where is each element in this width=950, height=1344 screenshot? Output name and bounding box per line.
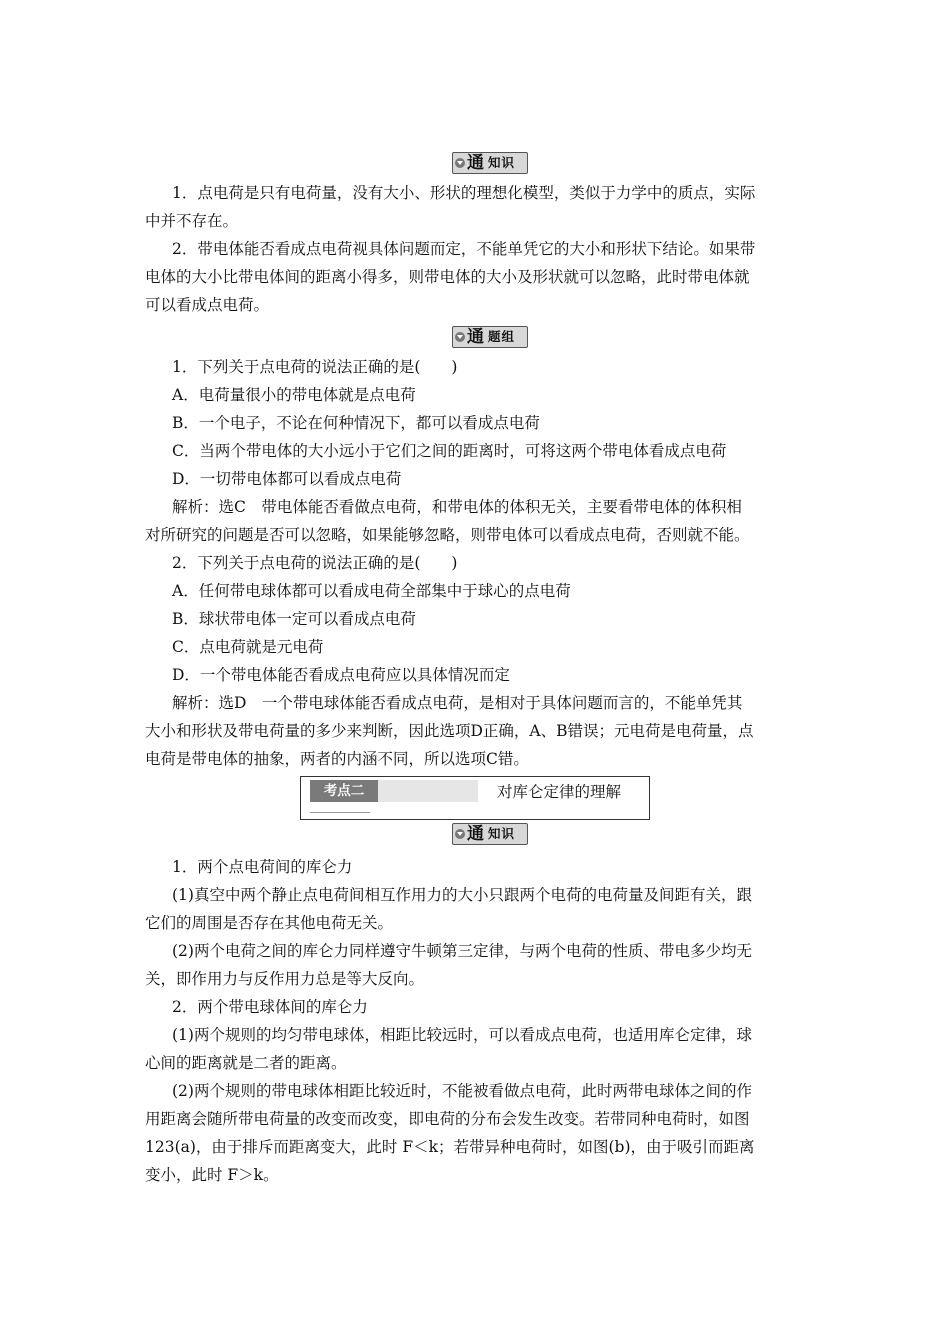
paragraph-line: 心间的距离就是二者的距离。 [145, 1054, 347, 1072]
option-a: A．电荷量很小的带电体就是点电荷 [172, 386, 416, 404]
paragraph-line: 中并不存在。 [145, 212, 239, 230]
paragraph-line: 可以看成点电荷。 [145, 296, 270, 314]
option-d: D．一切带电体都可以看成点电荷 [172, 470, 402, 488]
paragraph-line: 1．点电荷是只有电荷量，没有大小、形状的理想化模型，类似于力学中的质点，实际 [172, 184, 756, 202]
paragraph-line: (2)两个电荷之间的库仑力同样遵守牛顿第三定律，与两个电荷的性质、带电多少均无 [172, 942, 752, 960]
paragraph-line: 1．两个点电荷间的库仑力 [172, 858, 353, 876]
paragraph-line: 电体的大小比带电体间的距离小得多，则带电体的大小及形状就可以忽略，此时带电体就 [145, 268, 750, 286]
section-header-exercises [452, 326, 528, 348]
section-header-knowledge [452, 823, 528, 845]
paragraph-line: 它们的周围是否存在其他电荷无关。 [145, 914, 394, 932]
paragraph-line: (2)两个规则的带电球体相距比较近时，不能被看做点电荷，此时两带电球体之间的作 [172, 1082, 752, 1100]
topic-title: 对库仑定律的理解 [497, 783, 622, 801]
paragraph-line: 变小，此时 F＞k。 [145, 1166, 279, 1184]
question-stem: 2．下列关于点电荷的说法正确的是( ) [172, 554, 458, 572]
solution-line: 对所研究的问题是否可以忽略，如果能够忽略，则带电体可以看成点电荷，否则就不能。 [145, 526, 750, 544]
paragraph-line: 关，即作用力与反作用力总是等大反向。 [145, 970, 425, 988]
header-big-char: 通 [467, 153, 484, 173]
paragraph-line: (1)两个规则的均匀带电球体，相距比较远时，可以看成点电荷，也适用库仑定律，球 [172, 1026, 752, 1044]
solution-line: 大小和形状及带电荷量的多少来判断，因此选项D正确，A、B错误；元电荷是电荷量，点 [145, 722, 754, 740]
header-label: 题组 [488, 329, 516, 344]
solution-line: 解析：选D 一个带电球体能否看成点电荷，是相对于具体问题而言的，不能单凭其 [172, 694, 743, 712]
header-label: 知识 [488, 155, 516, 170]
option-c: C．当两个带电体的大小远小于它们之间的距离时，可将这两个带电体看成点电荷 [172, 442, 727, 460]
paragraph-line: 123(a)，由于排斥而距离变大，此时 F＜k；若带异种电荷时，如图(b)，由于吸引而距离 [145, 1138, 755, 1156]
paragraph-line: 2．两个带电球体间的库仑力 [172, 998, 368, 1016]
header-label: 知识 [488, 826, 516, 841]
paragraph-line: 2．带电体能否看成点电荷视具体问题而定，不能单凭它的大小和形状下结论。如果带 [172, 240, 756, 258]
option-a: A．任何带电球体都可以看成电荷全部集中于球心的点电荷 [172, 582, 571, 600]
solution-line: 解析：选C 带电体能否看做点电荷，和带电体的体积无关，主要看带电体的体积相 [172, 498, 742, 516]
topic-tag: 考点二 [310, 780, 378, 802]
section-header-knowledge [452, 152, 528, 174]
triangle-bullet-icon [455, 332, 465, 342]
header-big-char: 通 [467, 327, 484, 347]
paragraph-line: (1)真空中两个静止点电荷间相互作用力的大小只跟两个电荷的电荷量及间距有关，跟 [172, 886, 752, 904]
header-big-char: 通 [467, 824, 484, 844]
triangle-bullet-icon [455, 829, 465, 839]
topic-tag-bar [378, 780, 478, 802]
topic-underline [310, 812, 370, 813]
option-c: C．点电荷就是元电荷 [172, 638, 324, 656]
solution-line: 电荷是带电体的抽象，两者的内涵不同，所以选项C错。 [145, 750, 529, 768]
option-d: D．一个带电体能否看成点电荷应以具体情况而定 [172, 666, 510, 684]
paragraph-line: 用距离会随所带电荷量的改变而改变，即电荷的分布会发生改变。若带同种电荷时，如图 [145, 1110, 750, 1128]
option-b: B．球状带电体一定可以看成点电荷 [172, 610, 416, 628]
triangle-bullet-icon [455, 158, 465, 168]
question-stem: 1．下列关于点电荷的说法正确的是( ) [172, 358, 458, 376]
option-b: B．一个电子，不论在何种情况下，都可以看成点电荷 [172, 414, 540, 432]
